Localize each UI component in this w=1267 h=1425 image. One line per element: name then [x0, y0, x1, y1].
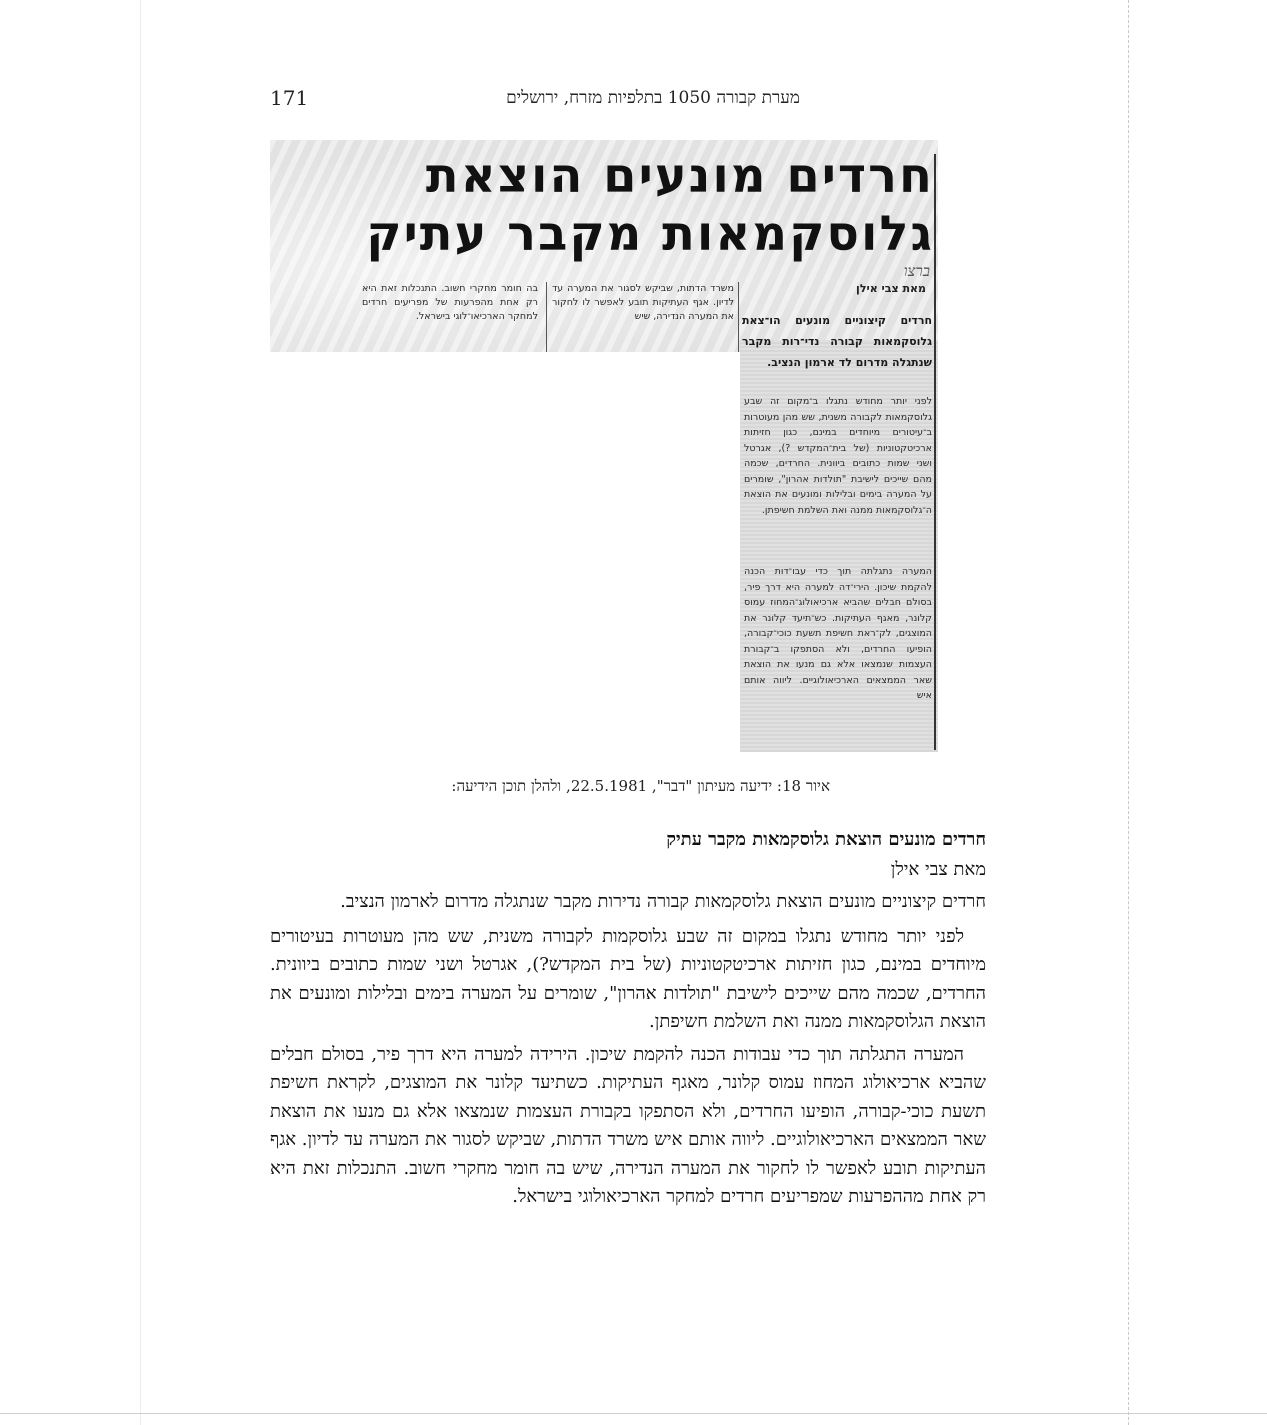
- scan-bottom-edge: [0, 1413, 1267, 1415]
- article-paragraph: חרדים קיצוניים מונעים הוצאת גלוסקמאות קבורה נדירות מקבר שנתגלה מדרום לארמון הנציב.: [340, 891, 986, 912]
- clipping-column-1: בה חומר מחקרי חשוב. התנכלות זאת היא רק אחת מהפרעות של מפריעים חרדים למחקר הארכיאו־לוגי בישראל.: [362, 283, 538, 322]
- page-number: 171: [270, 86, 309, 110]
- running-title: מערת קבורה 1050 בתלפיות מזרח, ירושלים: [506, 88, 800, 108]
- clipping-handwritten-note: ברצו: [903, 262, 930, 280]
- article-paragraph: לפני יותר מחודש נתגלו במקום זה שבע גלוסקמות לקבורה משנית, שש מהן מעוטרות בעיטורים מיוחדים במינם, כגון חזיתות ארכיטקטוניות (של בית המקדש?), אגרטל ושני שמות כתובים ביוונית. החרדים, שכמה מהם שייכים לישיבת "תולדות אהרון", שומרים על המערה בימים ובלילות ומונעים את הוצאת הגלוסקמאות ממנה ואת השלמת חשיפתן.: [270, 925, 986, 1032]
- article-byline: מאת צבי אילן: [890, 859, 986, 880]
- clipping-column-rule: [934, 154, 936, 750]
- clipping-column-3: לפני יותר מחודש נתגלו ב־מקום זה שבע גלוסקמאות לקבורה משנית, שש מהן מעוטרות ב־עיטורים מיוחדים במינם, כגון חזיתות ארכיטקטוניות (של בית־המקדש ?), אגרטל ושני שמות כתובים ביוונית. החרדים, שכמה מהם שייכים לישיבת "תולדות אהרון", שומרים על המערה בימים ובלילות ומונעים את הוצאת ה־גלוסקמאות ממנה ואת השלמת חשיפתן.: [744, 396, 932, 516]
- article-title: חרדים מונעים הוצאת גלוסקמאות מקבר עתיק: [666, 829, 986, 850]
- clipping-byline: מאת צבי אילן: [856, 282, 926, 295]
- newspaper-clipping: [270, 140, 970, 760]
- figure-caption: איור 18: ידיעה מעיתון "דבר", 22.5.1981, ולהלן תוכן הידיעה:: [451, 777, 830, 795]
- clipping-column-divider: [738, 282, 739, 352]
- clipping-column-divider: [546, 282, 547, 352]
- article-paragraph: המערה התגלתה תוך כדי עבודות הכנה להקמת שיכון. הירידה למערה היא דרך פיר, בסולם חבלים שהביא ארכיאולוג המחוז עמוס קלונר, מאגף העתיקות. כשתיעד קלונר את המוצגים, לקראת חשיפת תשעת כוכי-קבורה, הופיעו החרדים, ולא הסתפקו בקבורת העצמות שנמצאו אלא גם מנעו את הוצאת שאר הממצאים הארכיאולוגיים. ליווה אותם איש משרד הדתות, שביקש לסגור את המערה עד לדיון. אגף העתיקות תובע לאפשר לו לחקור את המערה הנדירה, שיש בה חומר מחקרי חשוב. התנכלות זאת היא רק אחת מההפרעות שמפריעים חרדים למחקר הארכיאולוגי בישראל.: [270, 1043, 986, 1207]
- clipping-column-2: משרד הדתות, שביקש לסגור את המערה עד לדיון. אגף העתיקות תובע לאפשר לו לחקור את המערה הנדירה, שיש: [552, 283, 734, 322]
- clipping-headline-line1: חרדים מונעים הוצאת: [425, 148, 934, 204]
- clipping-column-3-continued: המערה נתגלתה תוך כדי עבו־דות הכנה להקמת שיכון. הירי־דה למערה היא דרך פיר, בסולם חבלים שהביא ארכיאולוג־המחוז עמוס קלונר, מאגף העתיקות. כש־תיעד קלונר את המוצגים, לק־ראת חשיפת תשעת כוכי־קבורה, הופיעו החרדים, ולא הסתפקו ב־קבורת העצמות שנמצאו אלא גם מנעו את הוצאת שאר הממצאים הארכיאולוגיים. ליווה אותם איש: [744, 566, 932, 701]
- article-transcription: [270, 826, 986, 1212]
- scan-left-shadow: [140, 0, 141, 1425]
- scan-right-edge: [1128, 0, 1143, 1425]
- clipping-headline-line2: גלוסקמאות מקבר עתיק: [366, 206, 934, 262]
- clipping-lead: חרדים קיצוניים מונעים הו־צאת גלוסקמאות קבורה נדי־רות מקבר שנתגלה מדרום לד ארמון הנציב.: [742, 314, 932, 369]
